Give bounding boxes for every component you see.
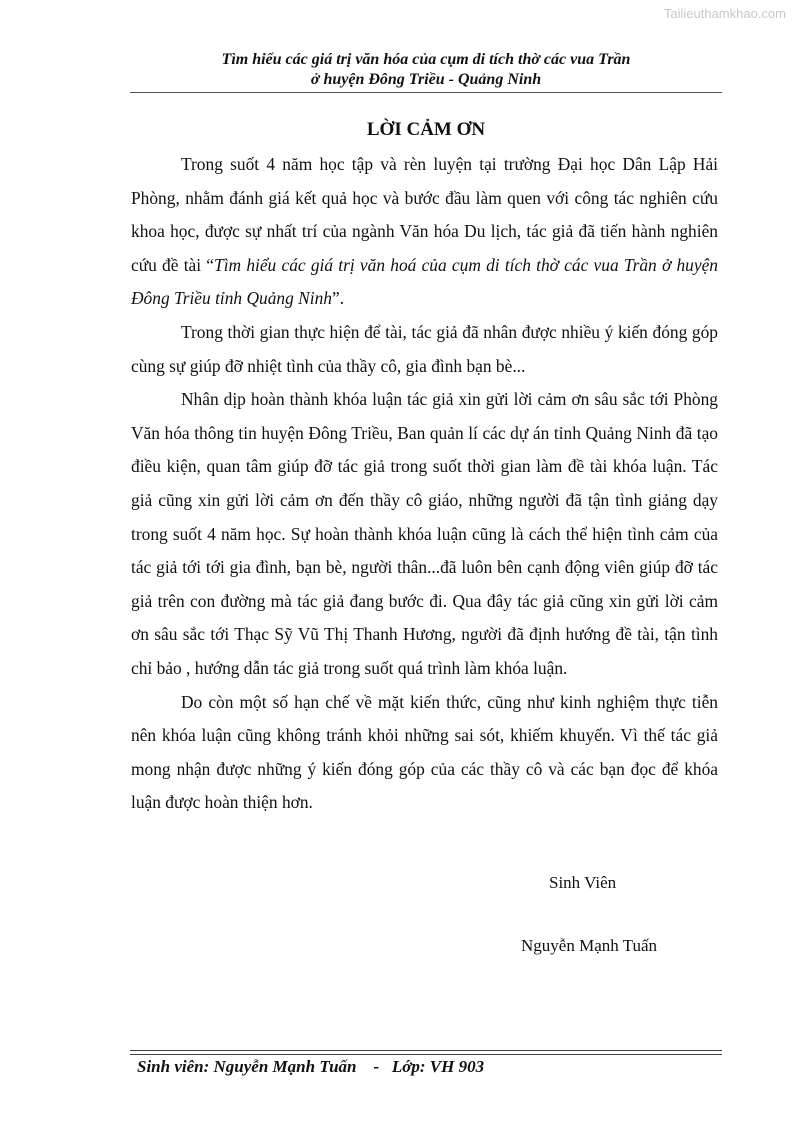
header-divider: [130, 92, 722, 93]
footer-divider: [130, 1050, 722, 1055]
paragraph-1-text: Trong suốt 4 năm học tập và rèn luyện tại trường Đại học Dân Lập Hải Phòng, nhằm đánh giá kết quả học và bước đầu làm quen với công tác nghiên cứu khoa học, được sự nhất trí của ngành Văn hóa Du lịch, tác giả đã tiến hành nghiên cứu đề tài “: [131, 154, 718, 275]
signature-name: Nguyễn Mạnh Tuấn: [521, 936, 658, 955]
paragraph-1-end: ”.: [331, 288, 345, 309]
page-header: [130, 50, 722, 90]
paragraph-3: Nhân dịp hoàn thành khóa luận tác giả xin gửi lời cảm ơn sâu sắc tới Phòng Văn hóa thông tin huyện Đông Triều, Ban quản lí các dự án tỉnh Quảng Ninh đã tạo điều kiện, quan tâm giúp đỡ tác giả trong suốt thời gian làm đề tài khóa luận. Tác giả cũng xin gửi lời cảm ơn đến thầy cô giáo, những người đã tận tình giảng dạy trong suốt 4 năm học. Sự hoàn thành khóa luận cũng là cách thể hiện tình cảm của tác giả tới tới gia đình, bạn bè, người thân...đã luôn bên cạnh động viên giúp đỡ tác giả trên con đường mà tác giả đang bước đi. Qua đây tác giả cũng xin gửi lời cảm ơn sâu sắc tới Thạc Sỹ Vũ Thị Thanh Hương, người đã định hướng đề tài, tận tình chỉ bảo , hướng dẫn tác giả trong suốt quá trình làm khóa luận.: [131, 389, 718, 678]
paragraph-2: Trong thời gian thực hiện để tài, tác giả đã nhân được nhiều ý kiến đóng góp cùng sự giúp đỡ nhiệt tình của thầy cô, gia đình bạn bè...: [131, 321, 718, 376]
header-line-1: Tìm hiểu các giá trị văn hóa của cụm di tích thờ các vua Trần: [221, 51, 631, 68]
paragraph-1: [131, 148, 718, 316]
page-title: LỜI CẢM ƠN: [366, 119, 486, 140]
paragraph-4: Do còn một số hạn chế về mặt kiến thức, cũng như kinh nghiệm thực tiễn nên khóa luận cũng không tránh khỏi những sai sót, khiếm khuyến. Vì thế tác giả mong nhận được những ý kiến đóng góp của các thầy cô và các bạn đọc để khóa luận được hoàn thiện hơn.: [131, 691, 718, 813]
header-line-2: ở huyện Đông Triều - Quảng Ninh: [310, 71, 542, 88]
page-footer: Sinh viên: Nguyễn Mạnh Tuấn - Lớp: VH 903: [137, 1057, 485, 1076]
signature-role: Sinh Viên: [549, 873, 617, 892]
document-body: [131, 148, 718, 820]
thesis-title-italic: Tìm hiểu các giá trị văn hoá của cụm di tích thờ các vua Trần ở huyện Đông Triều tỉnh Quảng Ninh: [131, 254, 718, 309]
watermark: Tailieuthamkhao.com: [663, 6, 786, 21]
